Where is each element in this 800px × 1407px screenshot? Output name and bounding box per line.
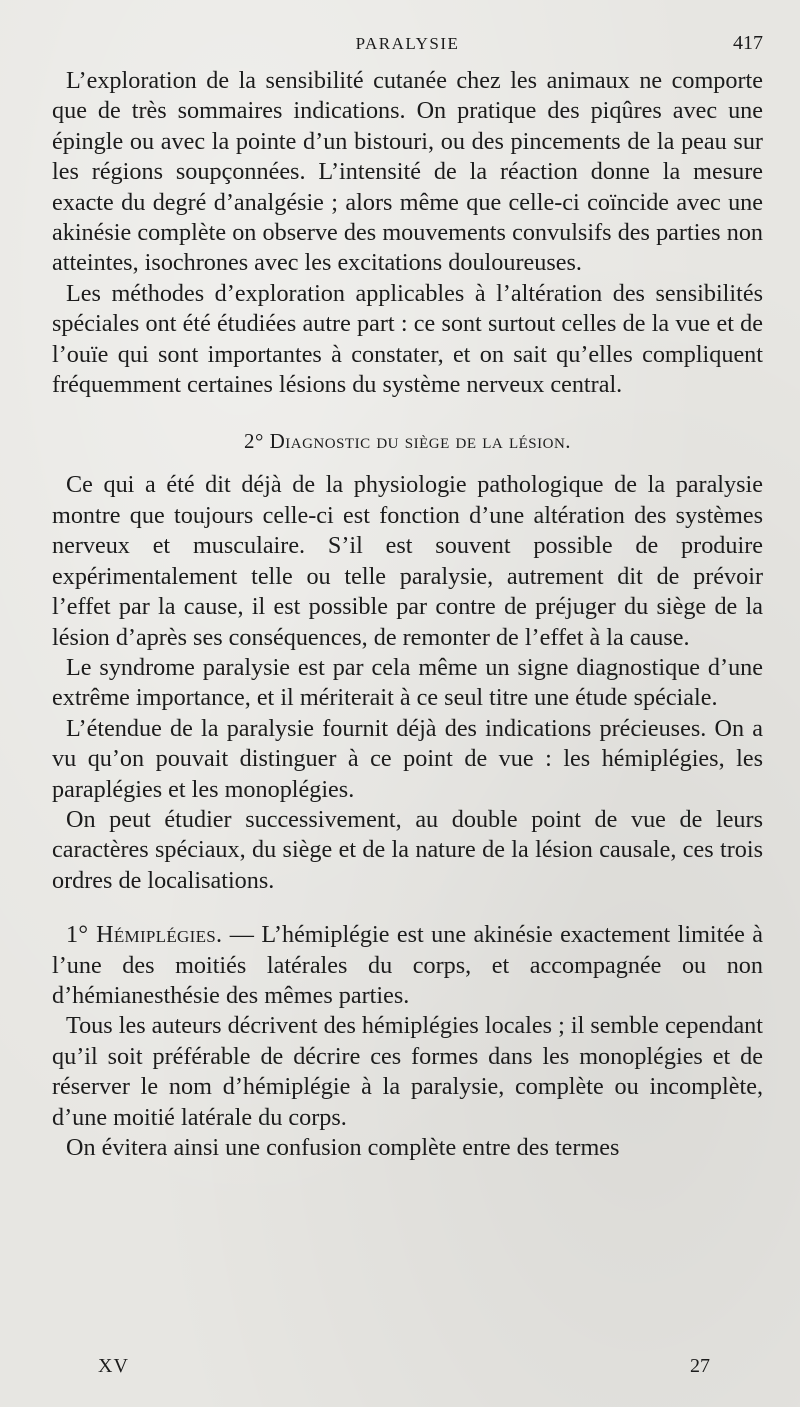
- subsection-heading: 1° Hémiplégies.: [66, 921, 223, 949]
- body-text: [52, 66, 763, 1163]
- paragraph: Le syndrome paralysie est par cela même un signe diagnostique d’une extrême importance, et il mériterait à ce seul titre une étude spéciale.: [52, 653, 763, 712]
- paragraph: Tous les auteurs décrivent des hémiplégies locales ; il semble cependant qu’il soit préférable de décrire ces formes dans les monoplégies et de réserver le nom d’hémiplégie à la paralysie, complète ou incomplète, d’une moitié latérale du corps.: [52, 1012, 763, 1131]
- running-header: [52, 30, 763, 60]
- section-heading: 2° Diagnostic du siège de la lésion.: [243, 429, 572, 454]
- running-title: PARALYSIE: [355, 34, 460, 53]
- paragraph: L’exploration de la sensibilité cutanée chez les animaux ne comporte que de très sommaires indications. On pratique des piqûres avec une épingle ou avec la pointe d’un bistouri, ou des pincements de la peau sur les régions soupçonnées. L’intensité de la réaction donne la mesure exacte du degré d’analgésie ; alors même que celle-ci coïncide avec une akinésie complète on observe des mouvements convulsifs des parties non atteintes, isochrones avec les excitations douloureuses.: [52, 67, 763, 277]
- paragraph: Les méthodes d’exploration applicables à l’altération des sensibilités spéciales ont été étudiées autre part : ce sont surtout celles de la vue et de l’ouïe qui sont importantes à constater, et on sait qu’elles compliquent fréquemment certaines lésions du système nerveux central.: [52, 279, 763, 399]
- page-number: 417: [733, 32, 763, 54]
- paragraph: On évitera ainsi une confusion complète entre des termes: [66, 1134, 620, 1161]
- paragraph: L’étendue de la paralysie fournit déjà des indications précieuses. On a vu qu’on pouvait distinguer à ce point de vue : les hémiplégies, les paraplégies et les monoplégies.: [52, 714, 763, 803]
- signature-mark: XV: [98, 1355, 129, 1377]
- subsection-paragraph: [52, 920, 763, 1011]
- page-footer: [98, 1355, 710, 1385]
- paragraph: On peut étudier successivement, au double point de vue de leurs caractères spéciaux, du siège et de la nature de la lésion causale, ces trois ordres de localisations.: [52, 805, 763, 894]
- subsection-text: — L’hémiplégie est une akinésie exactement limitée à l’une des moitiés latérales du corps, et accompagnée ou non d’hémianesthésie des mêmes parties.: [52, 921, 763, 1009]
- paragraph: Ce qui a été dit déjà de la physiologie pathologique de la paralysie montre que toujours celle-ci est fonction d’une altération des systèmes nerveux et musculaire. S’il est souvent possible de produire expérimentalement telle ou telle paralysie, autrement dit de prévoir l’effet par la cause, il est possible par contre de préjuger du siège de la lésion d’après ses conséquences, de remonter de l’effet à la cause.: [52, 471, 763, 651]
- sheet-number: 27: [690, 1355, 710, 1377]
